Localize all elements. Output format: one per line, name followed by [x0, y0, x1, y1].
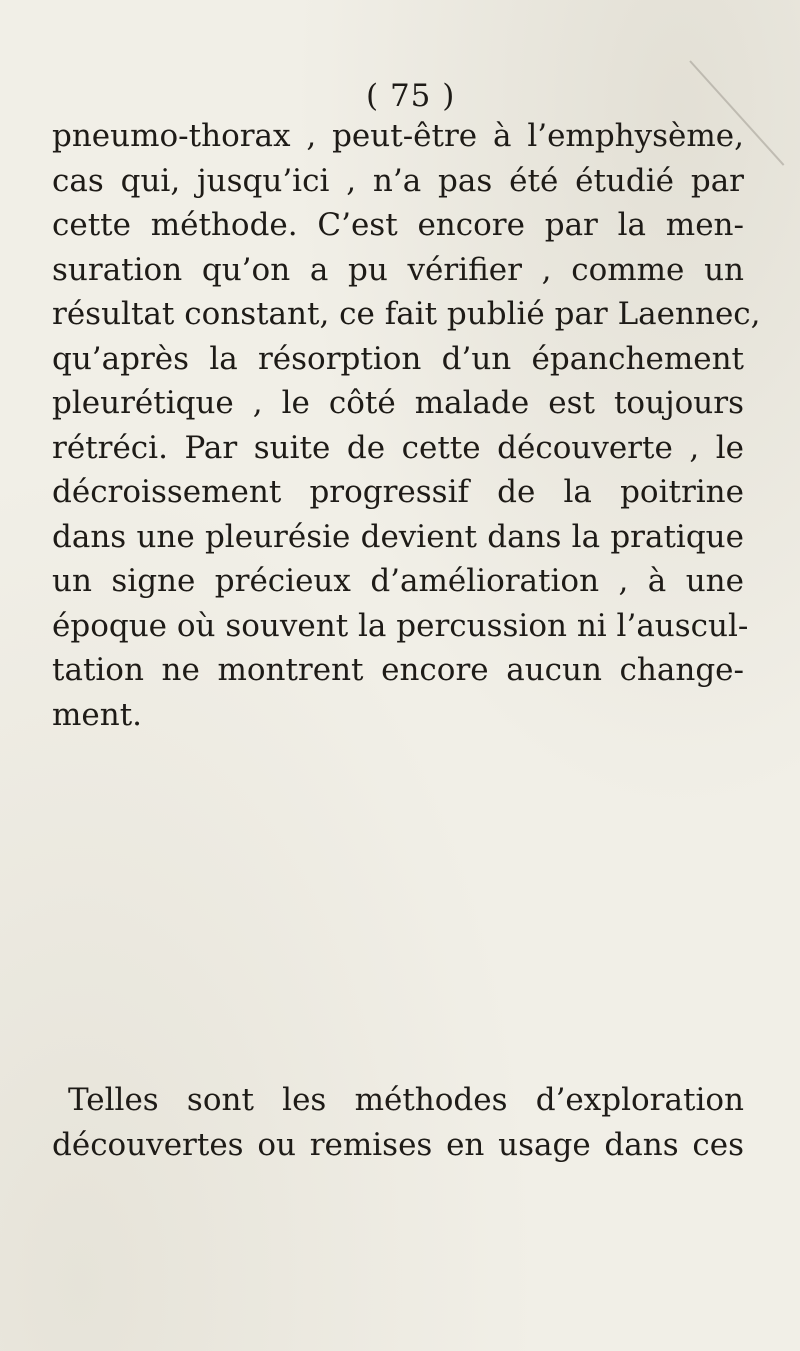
text-line: pleurétique , le côté malade est toujours	[52, 385, 744, 421]
text-line: un signe précieux d’amélioration , à une	[52, 563, 744, 599]
text-line: cette méthode. C’est encore par la men-	[52, 207, 744, 243]
text-line: résultat constant, ce fait publié par Laennec,	[52, 296, 761, 332]
text-line: rétréci. Par suite de cette découverte , le	[52, 429, 744, 466]
text-line: dans une pleurésie devient dans la pratique	[52, 518, 744, 555]
text-line: cas qui, jusqu’ici , n’a pas été étudié par	[52, 162, 744, 199]
text-line: tation ne montrent encore aucun change-	[52, 652, 744, 688]
text-line: découvertes ou remises en usage dans ces	[52, 1126, 744, 1163]
text-line: époque où souvent la percussion ni l’auscul-	[52, 607, 749, 644]
paragraph-1	[52, 114, 761, 737]
text-line: suration qu’on a pu vérifier , comme un	[52, 251, 744, 288]
page-number: ( 75 )	[366, 78, 456, 114]
text-line: décroissement progressif de la poitrine	[52, 474, 744, 510]
text-line: qu’après la résorption d’un épanchement	[52, 340, 744, 377]
text-line: Telles sont les méthodes d’exploration	[68, 1082, 744, 1118]
text-line: pneumo-thorax , peut-être à l’emphysème,	[52, 118, 744, 154]
text-line: ment.	[52, 696, 143, 733]
paragraph-2	[52, 1078, 744, 1167]
